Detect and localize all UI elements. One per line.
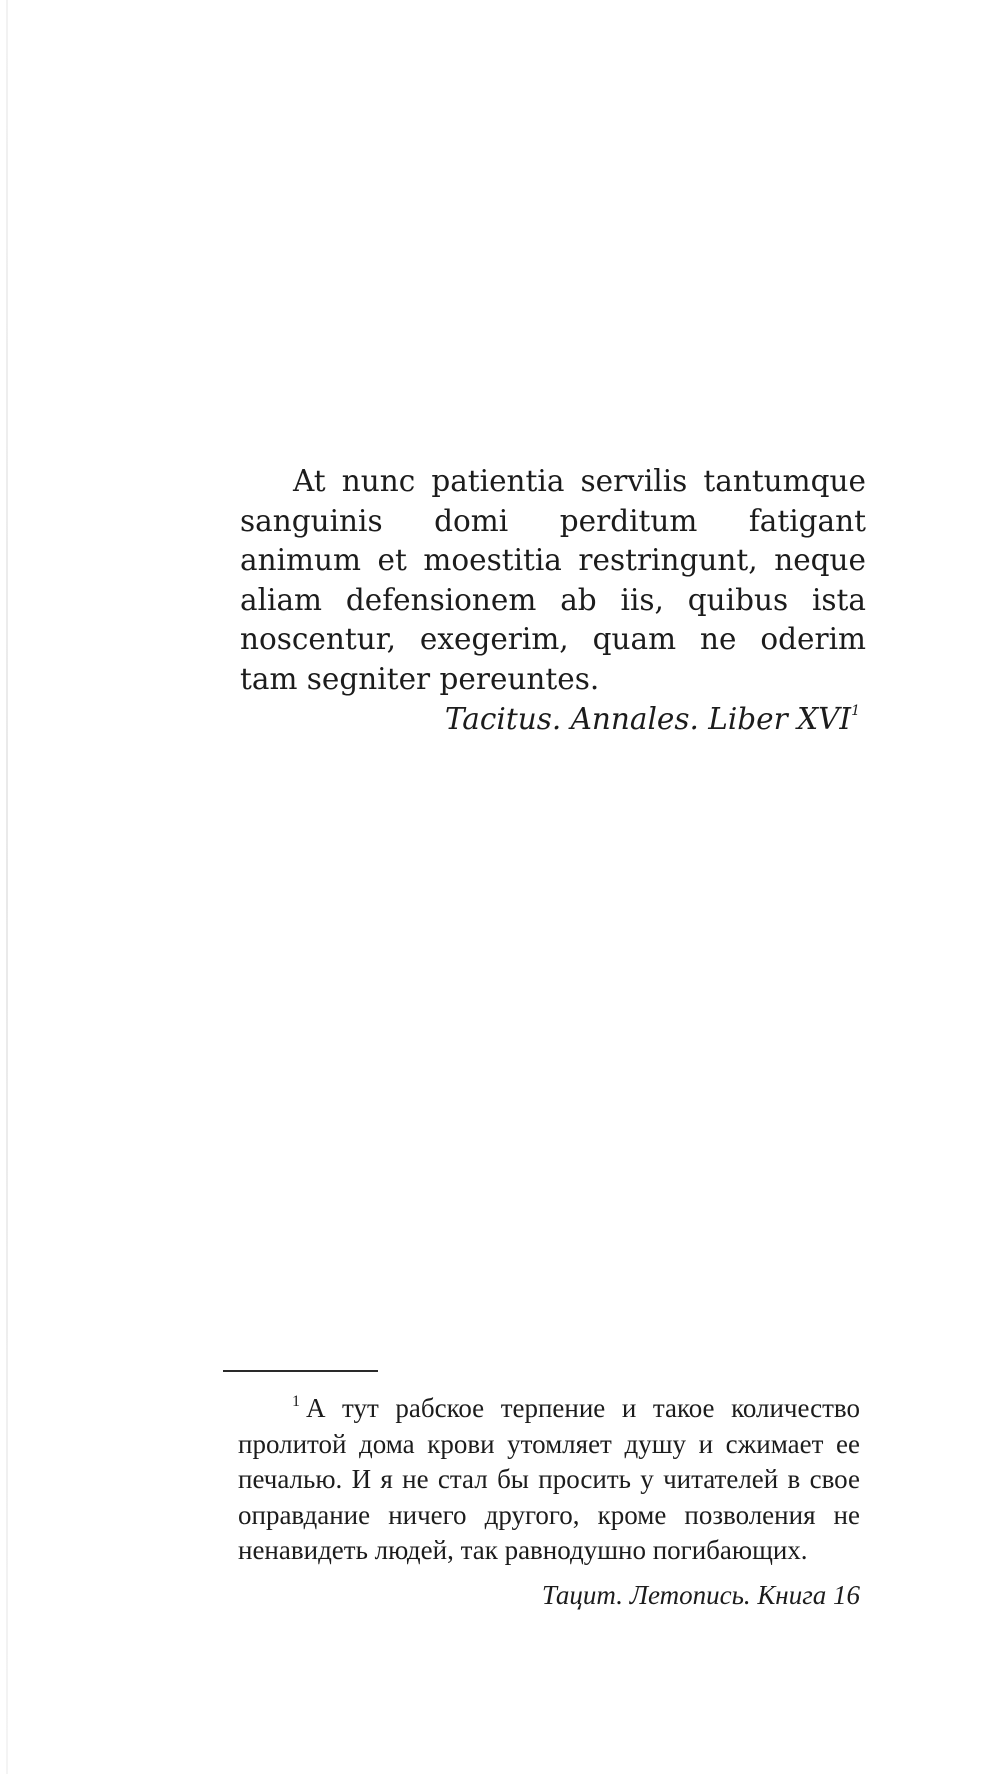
scan-edge-shadow <box>6 0 8 1774</box>
epigraph-source-title: Tacitus. Annales. Liber XVI <box>444 702 852 736</box>
footnote-marker: 1 <box>292 1393 300 1410</box>
epigraph-text: At nunc patientia servilis tantumque sanguinis domi perditum fatigant animum et moestitia restringunt, neque aliam defensionem ab iis, quibus ista noscentur, exegerim, quam ne oderim tam segniter pereuntes. <box>240 464 866 696</box>
footnote-reference: 1 <box>851 703 860 719</box>
footnote <box>238 1391 860 1613</box>
footnote-source: Тацит. Летопись. Книга 16 <box>541 1579 860 1610</box>
epigraph-source <box>240 699 866 739</box>
footnote-separator <box>223 1370 378 1372</box>
footnote-text: А тут рабское терпение и такое количество пролитой дома крови утомляет душу и сжимает ее печалью. И я не стал бы просить у читателей в свое оправдание ничего другого, кроме позволения не ненавидеть людей, так равнодушно погибающих. <box>238 1393 860 1565</box>
epigraph <box>240 462 866 739</box>
footnote-paragraph <box>238 1391 860 1569</box>
